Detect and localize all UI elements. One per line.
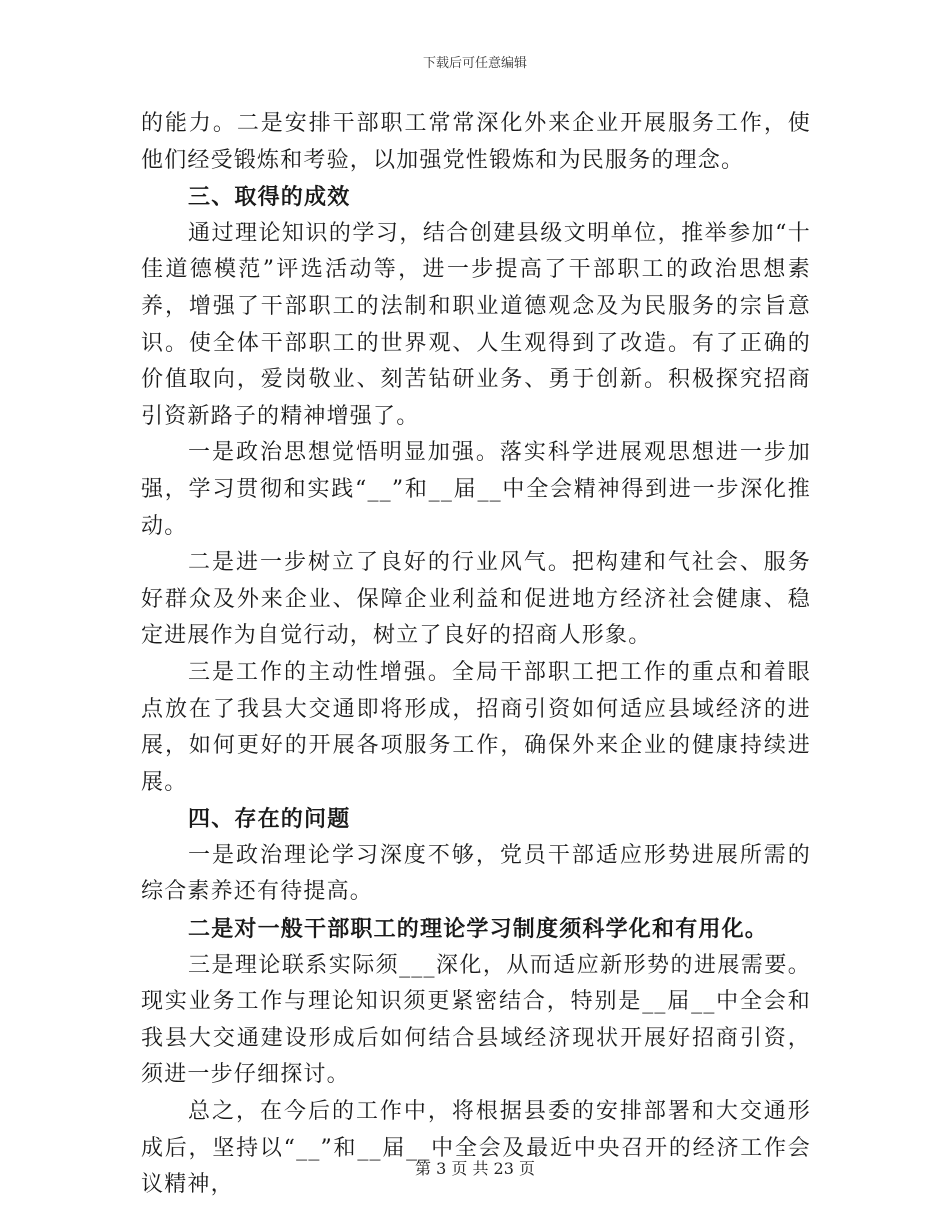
paragraph-result-three: 三是工作的主动性增强。全局干部职工把工作的重点和着眼点放在了我县大交通即将形成，招商引资如何适应县域经济的进展，如何更好的开展各项服务工作，确保外来企业的健康持续进展。 [141,659,811,795]
section-heading-problems: 四、存在的问题 [188,806,351,833]
paragraph-result-one: 一是政治思想觉悟明显加强。落实科学进展观思想进一步加强，学习贯彻和实践“__”和__届__中全会精神得到进一步深化推动。 [141,440,811,539]
paragraph-continuation: 的能力。二是安排干部职工常常深化外来企业开展服务工作，使他们经受锻炼和考验，以加强党性锻炼和为民服务的理念。 [141,111,811,173]
paragraph-conclusion: 总之，在今后的工作中，将根据县委的安排部署和大交通形成后，坚持以“__”和__届__中全会及最近中央召开的经济工作会议精神， [141,1099,811,1198]
page-header: 下载后可任意编辑 [422,56,527,71]
paragraph-problem-two: 二是对一般干部职工的理论学习制度须科学化和有用化。 [188,916,769,943]
paragraph-result-two: 二是进一步树立了良好的行业风气。把构建和气社会、服务好群众及外来企业、保障企业利益和促进地方经济社会健康、稳定进展作为自觉行动，树立了良好的招商人形象。 [141,550,811,649]
paragraph-results-summary: 通过理论知识的学习，结合创建县级文明单位，推举参加“十佳道德模范”评选活动等，进一步提高了干部职工的政治思想素养，增强了干部职工的法制和职业道德观念及为民服务的宗旨意识。使全体干部职工的世界观、人生观得到了改造。有了正确的价值取向，爱岗敬业、刻苦钻研业务、勇于创新。积极探究招商引资新路子的精神增强了。 [141,220,811,429]
section-heading-results: 三、取得的成效 [188,184,351,211]
paragraph-problem-one: 一是政治理论学习深度不够，党员干部适应形势进展所需的综合素养还有待提高。 [141,842,811,905]
document-body [141,106,811,1204]
paragraph-problem-three: 三是理论联系实际须___深化，从而适应新形势的进展需要。现实业务工作与理论知识须更紧密结合，特别是__届__中全会和我县大交通建设形成后如何结合县域经济现状开展好招商引资，须进一步仔细探讨。 [141,952,811,1088]
page-footer: 第 3 页 共 23 页 [415,1159,535,1178]
